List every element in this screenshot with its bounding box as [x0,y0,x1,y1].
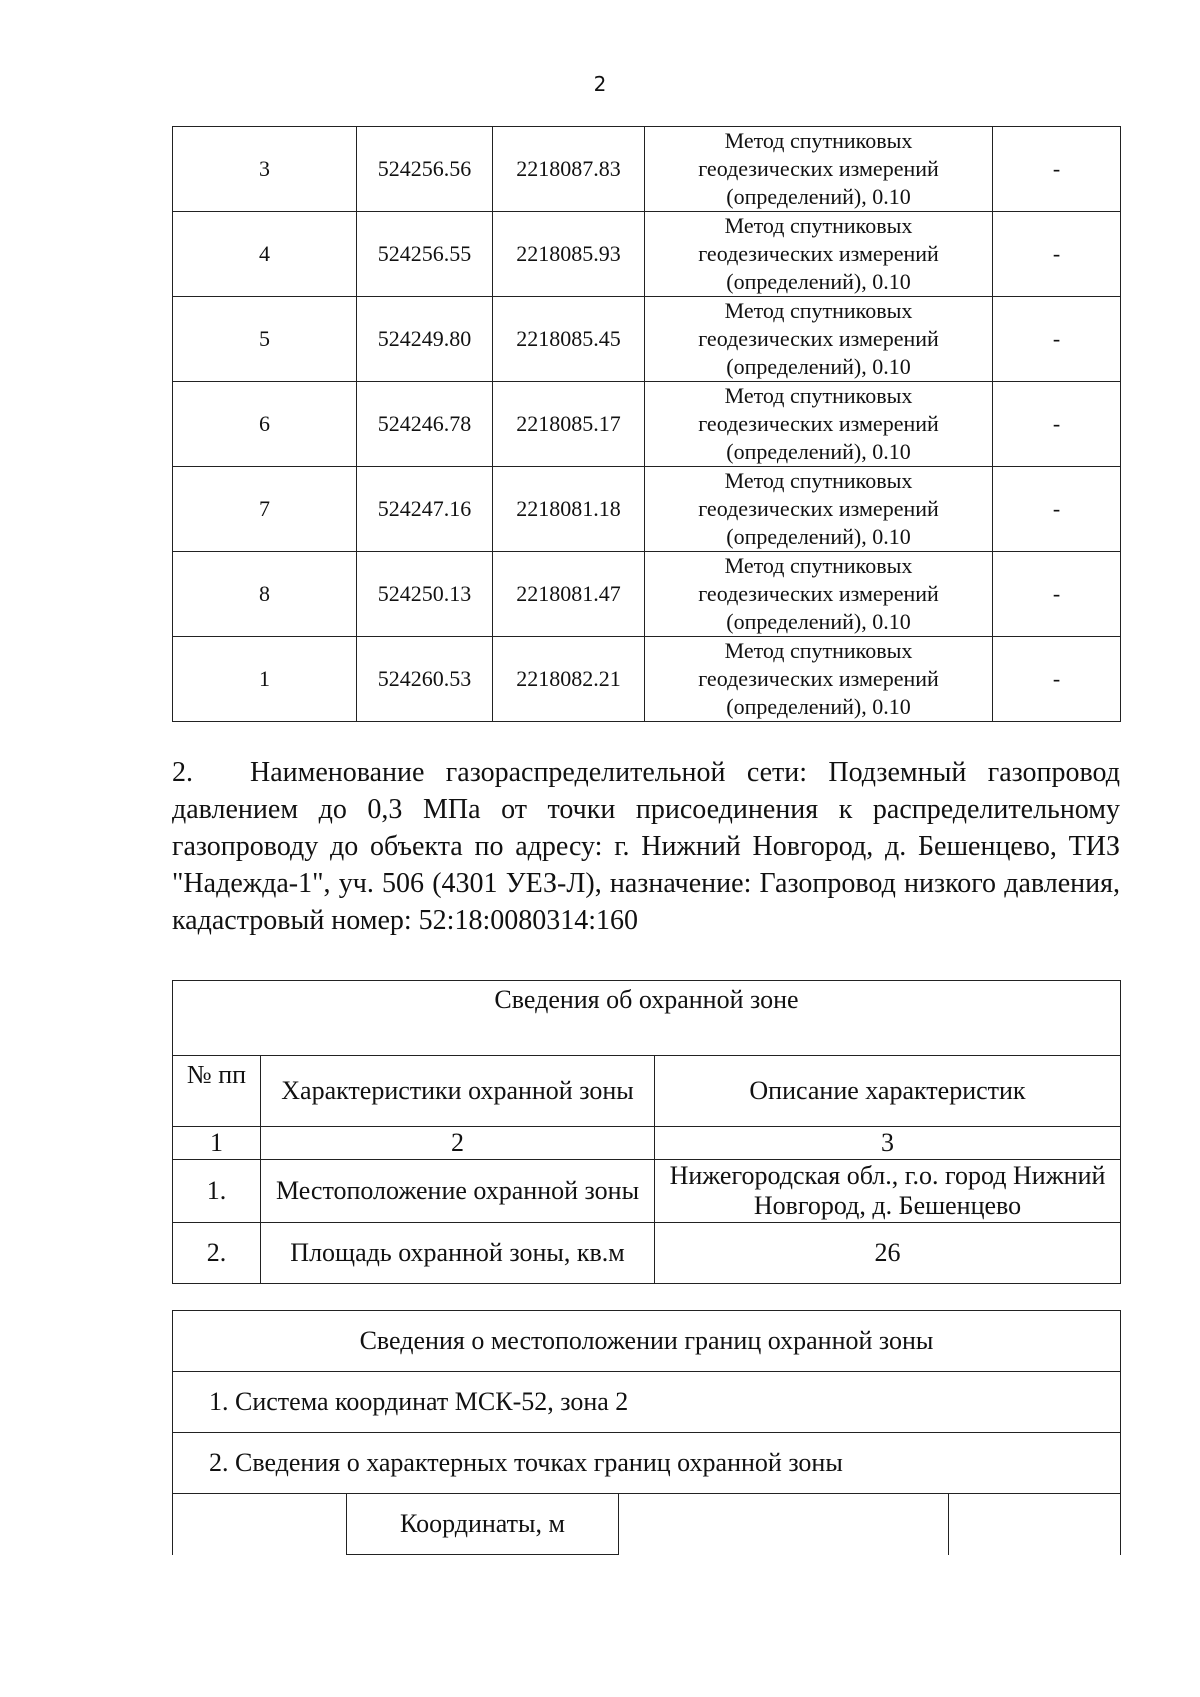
y-coordinate-cell: 2218082.21 [493,637,645,722]
method-line: Метод спутниковых [724,213,913,238]
method-line: (определений), 0.10 [726,694,911,719]
x-coordinate-cell: 524256.55 [357,212,493,297]
coordinates-header: Координаты, м [347,1494,619,1555]
method-line: геодезических измерений [698,581,939,606]
zone-table-title: Сведения об охранной зоне [173,981,1121,1056]
y-coordinate-cell: 2218085.17 [493,382,645,467]
method-line: (определений), 0.10 [726,269,911,294]
x-coordinate-cell: 524249.80 [357,297,493,382]
description-cell: - [993,467,1121,552]
section-2-paragraph [172,754,1120,939]
description-cell: - [993,382,1121,467]
method-line: геодезических измерений [698,241,939,266]
point-number-cell: 8 [173,552,357,637]
method-line: геодезических измерений [698,326,939,351]
method-line: (определений), 0.10 [726,439,911,464]
description-cell: - [993,127,1121,212]
method-line: геодезических измерений [698,156,939,181]
x-coordinate-cell: 524260.53 [357,637,493,722]
y-coordinate-cell: 2218085.93 [493,212,645,297]
x-coordinate-cell: 524250.13 [357,552,493,637]
points-info-heading: 2. Сведения о характерных точках границ охранной зоны [173,1433,1121,1494]
method-cell [645,637,993,722]
x-coordinate-cell: 524246.78 [357,382,493,467]
table-row [173,382,1121,467]
table-row [173,297,1121,382]
table-row [173,127,1121,212]
method-line: (определений), 0.10 [726,609,911,634]
row-2-characteristic: Площадь охранной зоны, кв.м [261,1223,655,1284]
section-text: Наименование газораспределительной сети: Подземный газопровод давлением до 0,3 МПа от точки присоединения к распределительному газопроводу до объекта по адресу: г. Нижний Новгород, д. Бешенцево, ТИЗ "Надежда-1", уч. 506 (4301 УЕЗ-Л), назначение: Газопровод низкого давления, кадастровый номер: 52:18:0080314:160 [172,757,1120,936]
x-coordinate-cell: 524256.56 [357,127,493,212]
method-line: геодезических измерений [698,666,939,691]
table-row [173,212,1121,297]
y-coordinate-cell: 2218081.47 [493,552,645,637]
method-cell [645,382,993,467]
coordinate-system: 1. Система координат МСК-52, зона 2 [173,1372,1121,1433]
row-1-number: 1. [173,1160,261,1223]
section-number: 2. [172,757,193,788]
empty-cell [949,1494,1121,1555]
description-cell: - [993,297,1121,382]
point-number-cell: 6 [173,382,357,467]
point-number-cell: 3 [173,127,357,212]
method-line: Метод спутниковых [724,128,913,153]
method-cell [645,297,993,382]
method-line: Метод спутниковых [724,553,913,578]
y-coordinate-cell: 2218085.45 [493,297,645,382]
method-line: Метод спутниковых [724,383,913,408]
empty-cell [619,1494,949,1555]
method-line: (определений), 0.10 [726,184,911,209]
method-cell [645,212,993,297]
coordinates-table [172,126,1121,722]
method-line: геодезических измерений [698,411,939,436]
table-row [173,467,1121,552]
table-row [173,637,1121,722]
page-number: 2 [593,72,607,96]
row-1-characteristic: Местоположение охранной зоны [261,1160,655,1223]
column-number-3: 3 [655,1127,1121,1160]
header-number: № пп [173,1056,261,1127]
row-1-description: Нижегородская обл., г.о. город Нижний Новгород, д. Бешенцево [655,1160,1121,1223]
description-cell: - [993,552,1121,637]
method-line: Метод спутниковых [724,638,913,663]
point-number-cell: 1 [173,637,357,722]
point-number-cell: 4 [173,212,357,297]
method-cell [645,467,993,552]
row-2-description: 26 [655,1223,1121,1284]
method-cell [645,552,993,637]
empty-cell [173,1494,347,1555]
y-coordinate-cell: 2218087.83 [493,127,645,212]
table-row [173,552,1121,637]
method-line: Метод спутниковых [724,468,913,493]
location-table [172,1310,1121,1555]
protection-zone-table [172,980,1121,1284]
method-line: (определений), 0.10 [726,524,911,549]
row-2-number: 2. [173,1223,261,1284]
x-coordinate-cell: 524247.16 [357,467,493,552]
point-number-cell: 7 [173,467,357,552]
header-description: Описание характеристик [655,1056,1121,1127]
location-table-title: Сведения о местоположении границ охранной зоны [173,1311,1121,1372]
method-line: Метод спутниковых [724,298,913,323]
method-line: (определений), 0.10 [726,354,911,379]
method-line: геодезических измерений [698,496,939,521]
header-characteristic: Характеристики охранной зоны [261,1056,655,1127]
column-number-1: 1 [173,1127,261,1160]
method-cell [645,127,993,212]
description-cell: - [993,212,1121,297]
column-number-2: 2 [261,1127,655,1160]
point-number-cell: 5 [173,297,357,382]
description-cell: - [993,637,1121,722]
y-coordinate-cell: 2218081.18 [493,467,645,552]
